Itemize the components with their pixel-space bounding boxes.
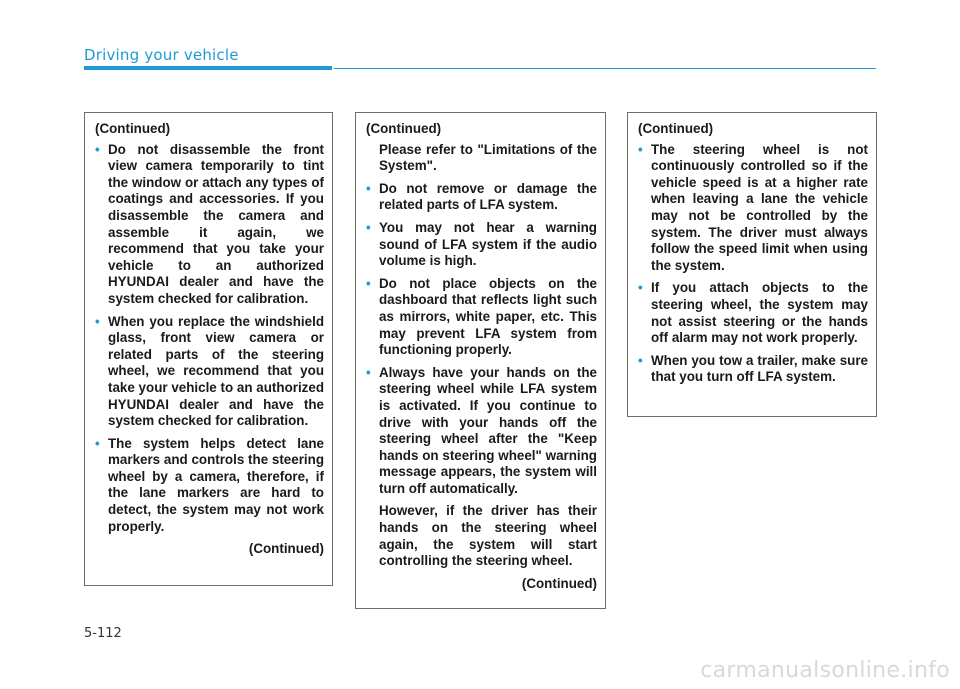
lead-paragraph: Please refer to "Limitations of the System". — [379, 141, 597, 174]
list-item: • The steering wheel is not continuously controlled so if the vehicle speed is at a higher rate when leaving a lane the vehicle may not be controlled by the system. The driver must always follow the speed limit when using the system. — [638, 141, 868, 273]
bullet-icon: • — [366, 180, 371, 196]
watermark: carmanualsonline.info — [700, 658, 950, 683]
header-rule-thin — [334, 68, 876, 69]
bullet-icon: • — [95, 313, 100, 329]
warning-box-1 — [84, 112, 333, 586]
warning-box-2 — [355, 112, 606, 609]
continued-label-top: (Continued) — [638, 121, 714, 136]
header-rule-thick — [84, 66, 332, 70]
trail-paragraph: However, if the driver has their hands on the steering wheel again, the system will start controlling the steering wheel. — [379, 503, 597, 569]
list-item: • Always have your hands on the steering wheel while LFA system is activated. If you continue to drive with your hands off the steering wheel after the "Keep hands on steering wheel" warning message appears, the system will turn off automatically. — [366, 364, 597, 496]
bullet-icon: • — [95, 435, 100, 451]
list-item: • Do not disassemble the front view camera temporarily to tint the window or attach any types of coatings and accessories. If you disassemble the camera and assemble it again, we recommend that you take your vehicle to an authorized HYUNDAI dealer and have the system checked for calibration. — [95, 141, 324, 306]
continued-label-bottom: (Continued) — [521, 575, 597, 591]
list-item: • You may not hear a warning sound of LFA system if the audio volume is high. — [366, 219, 597, 269]
list-item: • When you replace the windshield glass, front view camera or related parts of the steering wheel, we recommend that you take your vehicle to an authorized HYUNDAI dealer and have the system checked for calibration. — [95, 313, 324, 429]
continued-label-top: (Continued) — [366, 121, 442, 136]
bullet-icon: • — [366, 364, 371, 380]
list-item: • When you tow a trailer, make sure that you turn off LFA system. — [638, 352, 868, 385]
list-item: • If you attach objects to the steering wheel, the system may not assist steering or the hands off alarm may not work properly. — [638, 280, 868, 346]
continued-label-bottom: (Continued) — [248, 541, 324, 557]
warning-box-3 — [627, 112, 877, 417]
bullet-list — [638, 142, 868, 386]
page-number: 5-112 — [84, 626, 122, 641]
bullet-icon: • — [95, 141, 100, 157]
list-item: • The system helps detect lane markers and controls the steering wheel by a camera, therefore, if the lane markers are hard to detect, the system may not work properly. — [95, 435, 324, 534]
list-item: • Do not remove or damage the related parts of LFA system. — [366, 180, 597, 213]
bullet-list — [95, 142, 324, 536]
bullet-icon: • — [366, 219, 371, 235]
continued-label-top: (Continued) — [95, 121, 171, 136]
bullet-icon: • — [638, 141, 643, 157]
bullet-icon: • — [638, 352, 643, 368]
section-title: Driving your vehicle — [84, 46, 239, 64]
bullet-list — [366, 181, 597, 498]
list-item: • Do not place objects on the dashboard that reflects light such as mirrors, white paper, etc. This may prevent LFA system from functioning properly. — [366, 275, 597, 358]
bullet-icon: • — [638, 280, 643, 296]
bullet-icon: • — [366, 275, 371, 291]
